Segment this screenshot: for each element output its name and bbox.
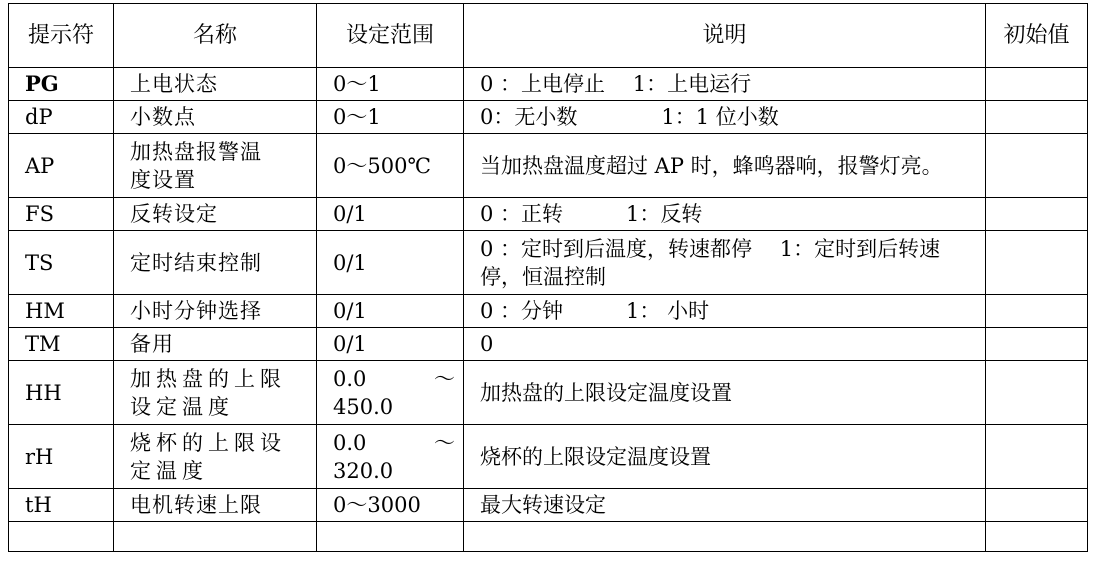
row-desc: 0	[464, 328, 986, 361]
row-desc: 最大转速设定	[464, 489, 986, 522]
row-name: 加热盘的上限设定温度	[114, 361, 317, 425]
empty-row	[9, 522, 1088, 552]
row-name: 小数点	[114, 101, 317, 134]
table-row	[9, 68, 1088, 101]
row-range: 0/1	[317, 295, 464, 328]
header-init: 初始值	[986, 4, 1088, 68]
row-range	[317, 361, 464, 425]
row-init	[986, 295, 1088, 328]
table-row	[9, 134, 1088, 198]
row-name: 备用	[114, 328, 317, 361]
header-code: 提示符	[9, 4, 114, 68]
empty-cell	[317, 522, 464, 552]
row-name: 加热盘报警温度设置	[114, 134, 317, 198]
row-init	[986, 101, 1088, 134]
parameter-table	[8, 3, 1088, 552]
row-desc: 0：无小数 1：1 位小数	[464, 101, 986, 134]
row-init	[986, 198, 1088, 231]
row-init	[986, 231, 1088, 295]
empty-cell	[114, 522, 317, 552]
table-row	[9, 295, 1088, 328]
row-code: AP	[9, 134, 114, 198]
table-row	[9, 361, 1088, 425]
row-code: dP	[9, 101, 114, 134]
row-name: 定时结束控制	[114, 231, 317, 295]
header-desc: 说明	[464, 4, 986, 68]
empty-cell	[464, 522, 986, 552]
row-init	[986, 425, 1088, 489]
row-name: 反转设定	[114, 198, 317, 231]
table-row	[9, 198, 1088, 231]
table-row	[9, 489, 1088, 522]
row-desc: 0 ：分钟 1： 小时	[464, 295, 986, 328]
table-row	[9, 231, 1088, 295]
range-max: 450.0	[333, 394, 394, 419]
row-desc: 烧杯的上限设定温度设置	[464, 425, 986, 489]
row-desc: 加热盘的上限设定温度设置	[464, 361, 986, 425]
row-code: rH	[9, 425, 114, 489]
range-min: 0.0 ～	[333, 366, 455, 391]
header-range: 设定范围	[317, 4, 464, 68]
row-range: 0～1	[317, 101, 464, 134]
row-init	[986, 489, 1088, 522]
table-row	[9, 425, 1088, 489]
header-row	[9, 4, 1088, 68]
row-desc: 0 ：正转 1：反转	[464, 198, 986, 231]
row-init	[986, 328, 1088, 361]
empty-cell	[986, 522, 1088, 552]
row-name: 电机转速上限	[114, 489, 317, 522]
range-min: 0.0 ～	[333, 430, 455, 455]
row-code: TS	[9, 231, 114, 295]
row-name: 烧杯的上限设定温度	[114, 425, 317, 489]
row-range	[317, 425, 464, 489]
row-range: 0～3000	[317, 489, 464, 522]
row-name: 小时分钟选择	[114, 295, 317, 328]
row-range: 0/1	[317, 198, 464, 231]
row-init	[986, 134, 1088, 198]
row-init	[986, 68, 1088, 101]
row-code: PG	[9, 68, 114, 101]
row-range: 0～500℃	[317, 134, 464, 198]
row-range: 0/1	[317, 328, 464, 361]
range-max: 320.0	[333, 458, 394, 483]
row-code: tH	[9, 489, 114, 522]
row-code: HH	[9, 361, 114, 425]
header-name: 名称	[114, 4, 317, 68]
row-desc: 0 ：上电停止 1：上电运行	[464, 68, 986, 101]
row-init	[986, 361, 1088, 425]
row-code: HM	[9, 295, 114, 328]
row-range: 0/1	[317, 231, 464, 295]
row-range: 0～1	[317, 68, 464, 101]
table-row	[9, 101, 1088, 134]
row-code: TM	[9, 328, 114, 361]
table-row	[9, 328, 1088, 361]
row-code: FS	[9, 198, 114, 231]
row-name: 上电状态	[114, 68, 317, 101]
row-desc: 0 ：定时到后温度，转速都停 1：定时到后转速停，恒温控制	[464, 231, 986, 295]
row-desc: 当加热盘温度超过 AP 时，蜂鸣器响，报警灯亮。	[464, 134, 986, 198]
empty-cell	[9, 522, 114, 552]
